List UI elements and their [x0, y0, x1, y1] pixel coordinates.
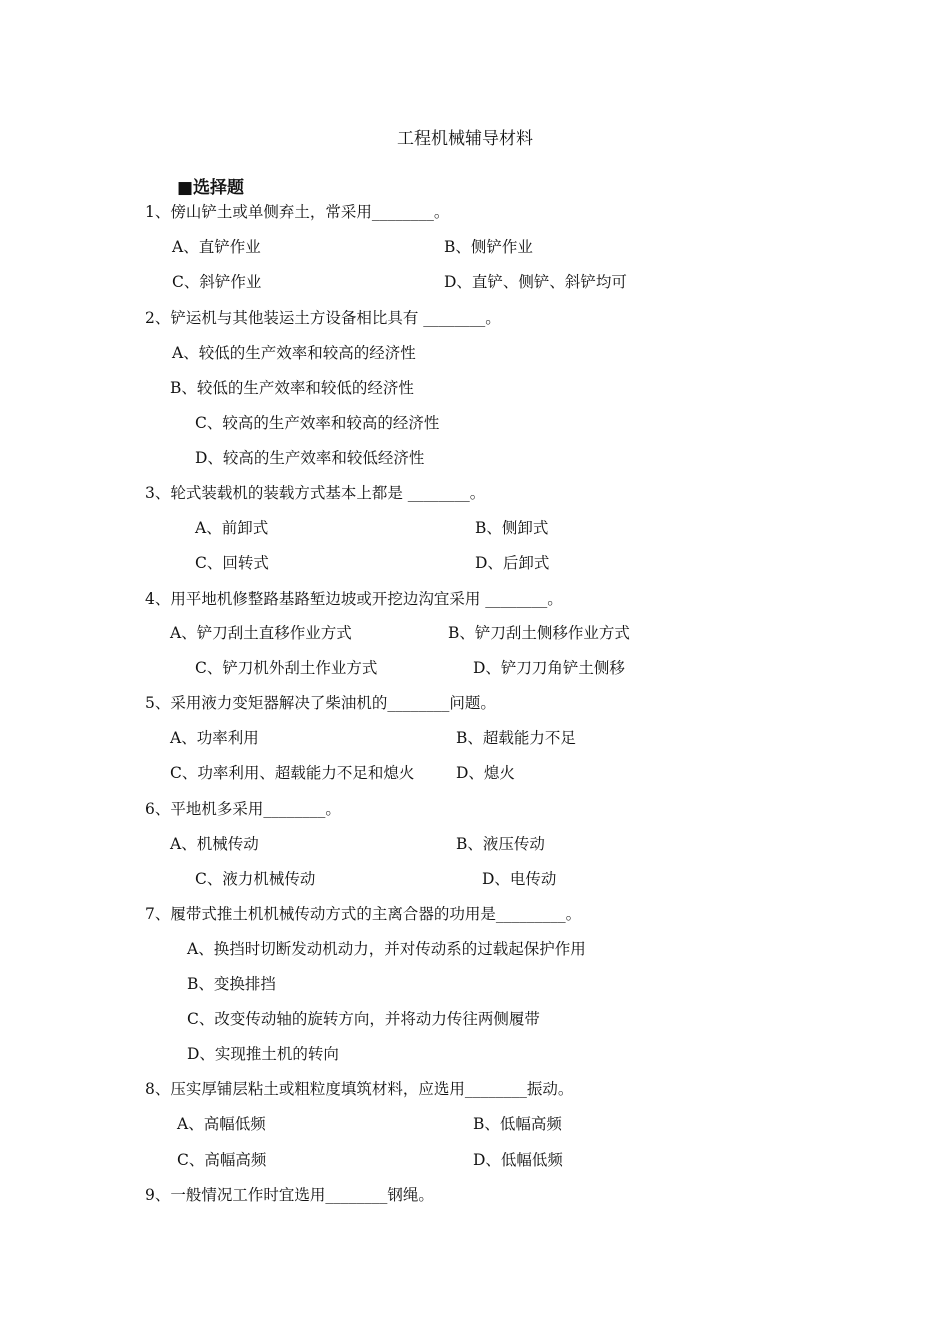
answer-option: D、直铲、侧铲、斜铲均可 — [444, 273, 627, 291]
answer-option: A、高幅低频 — [177, 1115, 266, 1133]
answer-option: C、铲刀机外刮土作业方式 — [195, 659, 378, 677]
answer-option: C、回转式 — [195, 554, 269, 572]
answer-option: B、低幅高频 — [473, 1115, 562, 1133]
answer-option: B、变换排挡 — [187, 975, 276, 993]
answer-option: B、液压传动 — [456, 835, 545, 853]
answer-option: B、侧卸式 — [475, 519, 549, 537]
answer-option: A、换挡时切断发动机动力，并对传动系的过载起保护作用 — [187, 940, 586, 958]
answer-option: C、高幅高频 — [177, 1151, 267, 1169]
answer-option: B、超载能力不足 — [456, 729, 576, 747]
answer-option: B、较低的生产效率和较低的经济性 — [170, 379, 414, 397]
answer-option: B、侧铲作业 — [444, 238, 533, 256]
question-stem: 2、铲运机与其他装运土方设备相比具有 ________。 — [145, 309, 501, 327]
question-stem: 3、轮式装载机的装载方式基本上都是 ________。 — [145, 484, 486, 502]
question-stem: 1、傍山铲土或单侧弃土，常采用________。 — [145, 203, 450, 221]
answer-option: C、液力机械传动 — [195, 870, 316, 888]
answer-option: A、机械传动 — [170, 835, 259, 853]
answer-option: D、低幅低频 — [473, 1151, 563, 1169]
section-heading: ■选择题 — [177, 178, 245, 198]
answer-option: C、改变传动轴的旋转方向，并将动力传往两侧履带 — [187, 1010, 540, 1028]
question-stem: 8、压实厚铺层粘土或粗粒度填筑材料，应选用________振动。 — [145, 1080, 574, 1098]
answer-option: D、铲刀刀角铲土侧移 — [473, 659, 625, 677]
answer-option: D、较高的生产效率和较低经济性 — [195, 449, 425, 467]
answer-option: C、较高的生产效率和较高的经济性 — [195, 414, 440, 432]
answer-option: A、功率利用 — [170, 729, 259, 747]
answer-option: A、前卸式 — [195, 519, 269, 537]
answer-option: D、实现推土机的转向 — [187, 1045, 339, 1063]
answer-option: D、电传动 — [482, 870, 557, 888]
question-stem: 4、用平地机修整路基路堑边坡或开挖边沟宜采用 ________。 — [145, 590, 563, 608]
answer-option: A、直铲作业 — [172, 238, 261, 256]
answer-option: C、功率利用、超载能力不足和熄火 — [170, 764, 415, 782]
question-stem: 7、履带式推土机机械传动方式的主离合器的功用是_________。 — [145, 905, 582, 923]
question-stem: 5、采用液力变矩器解决了柴油机的________问题。 — [145, 694, 496, 712]
document-title: 工程机械辅导材料 — [397, 129, 533, 149]
answer-option: A、铲刀刮土直移作业方式 — [170, 624, 352, 642]
answer-option: C、斜铲作业 — [172, 273, 262, 291]
answer-option: A、较低的生产效率和较高的经济性 — [172, 344, 416, 362]
question-stem: 6、平地机多采用________。 — [145, 800, 341, 818]
answer-option: D、熄火 — [456, 764, 515, 782]
answer-option: D、后卸式 — [475, 554, 550, 572]
answer-option: B、铲刀刮土侧移作业方式 — [448, 624, 630, 642]
question-stem: 9、一般情况工作时宜选用________钢绳。 — [145, 1186, 434, 1204]
